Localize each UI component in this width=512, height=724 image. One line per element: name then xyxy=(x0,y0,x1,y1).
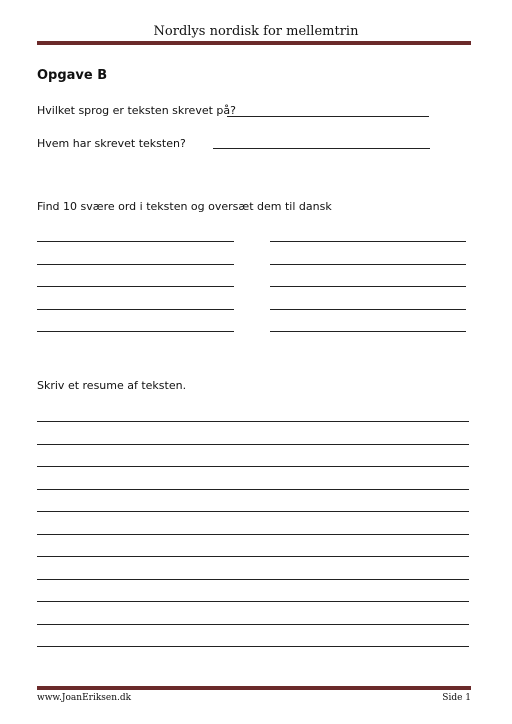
summary-line-11[interactable] xyxy=(37,646,469,647)
word-line-right-4[interactable] xyxy=(270,309,466,310)
section-heading: Opgave B xyxy=(37,68,108,83)
question-language: Hvilket sprog er teksten skrevet på? xyxy=(37,104,236,117)
footer-divider xyxy=(37,686,471,690)
question-author: Hvem har skrevet teksten? xyxy=(37,137,186,150)
footer-page-number: Side 1 xyxy=(442,693,471,703)
summary-line-6[interactable] xyxy=(37,534,469,535)
summary-line-3[interactable] xyxy=(37,466,469,467)
answer-line-author[interactable] xyxy=(213,148,430,149)
question-summary: Skriv et resume af teksten. xyxy=(37,379,187,392)
document-title: Nordlys nordisk for mellemtrin xyxy=(153,24,359,39)
word-line-left-3[interactable] xyxy=(37,286,234,287)
word-line-left-4[interactable] xyxy=(37,309,234,310)
summary-line-10[interactable] xyxy=(37,624,469,625)
summary-line-5[interactable] xyxy=(37,511,469,512)
summary-line-7[interactable] xyxy=(37,556,469,557)
question-words: Find 10 svære ord i teksten og oversæt dem til dansk xyxy=(37,200,332,213)
word-line-left-1[interactable] xyxy=(37,241,234,242)
summary-line-4[interactable] xyxy=(37,489,469,490)
word-line-left-5[interactable] xyxy=(37,331,234,332)
word-line-right-3[interactable] xyxy=(270,286,466,287)
answer-line-language[interactable] xyxy=(227,116,429,117)
word-line-right-2[interactable] xyxy=(270,264,466,265)
summary-line-9[interactable] xyxy=(37,601,469,602)
word-line-left-2[interactable] xyxy=(37,264,234,265)
word-line-right-5[interactable] xyxy=(270,331,466,332)
summary-line-2[interactable] xyxy=(37,444,469,445)
header-divider xyxy=(37,41,471,45)
footer-website: www.JoanEriksen.dk xyxy=(37,693,132,703)
summary-line-8[interactable] xyxy=(37,579,469,580)
word-line-right-1[interactable] xyxy=(270,241,466,242)
summary-line-1[interactable] xyxy=(37,421,469,422)
